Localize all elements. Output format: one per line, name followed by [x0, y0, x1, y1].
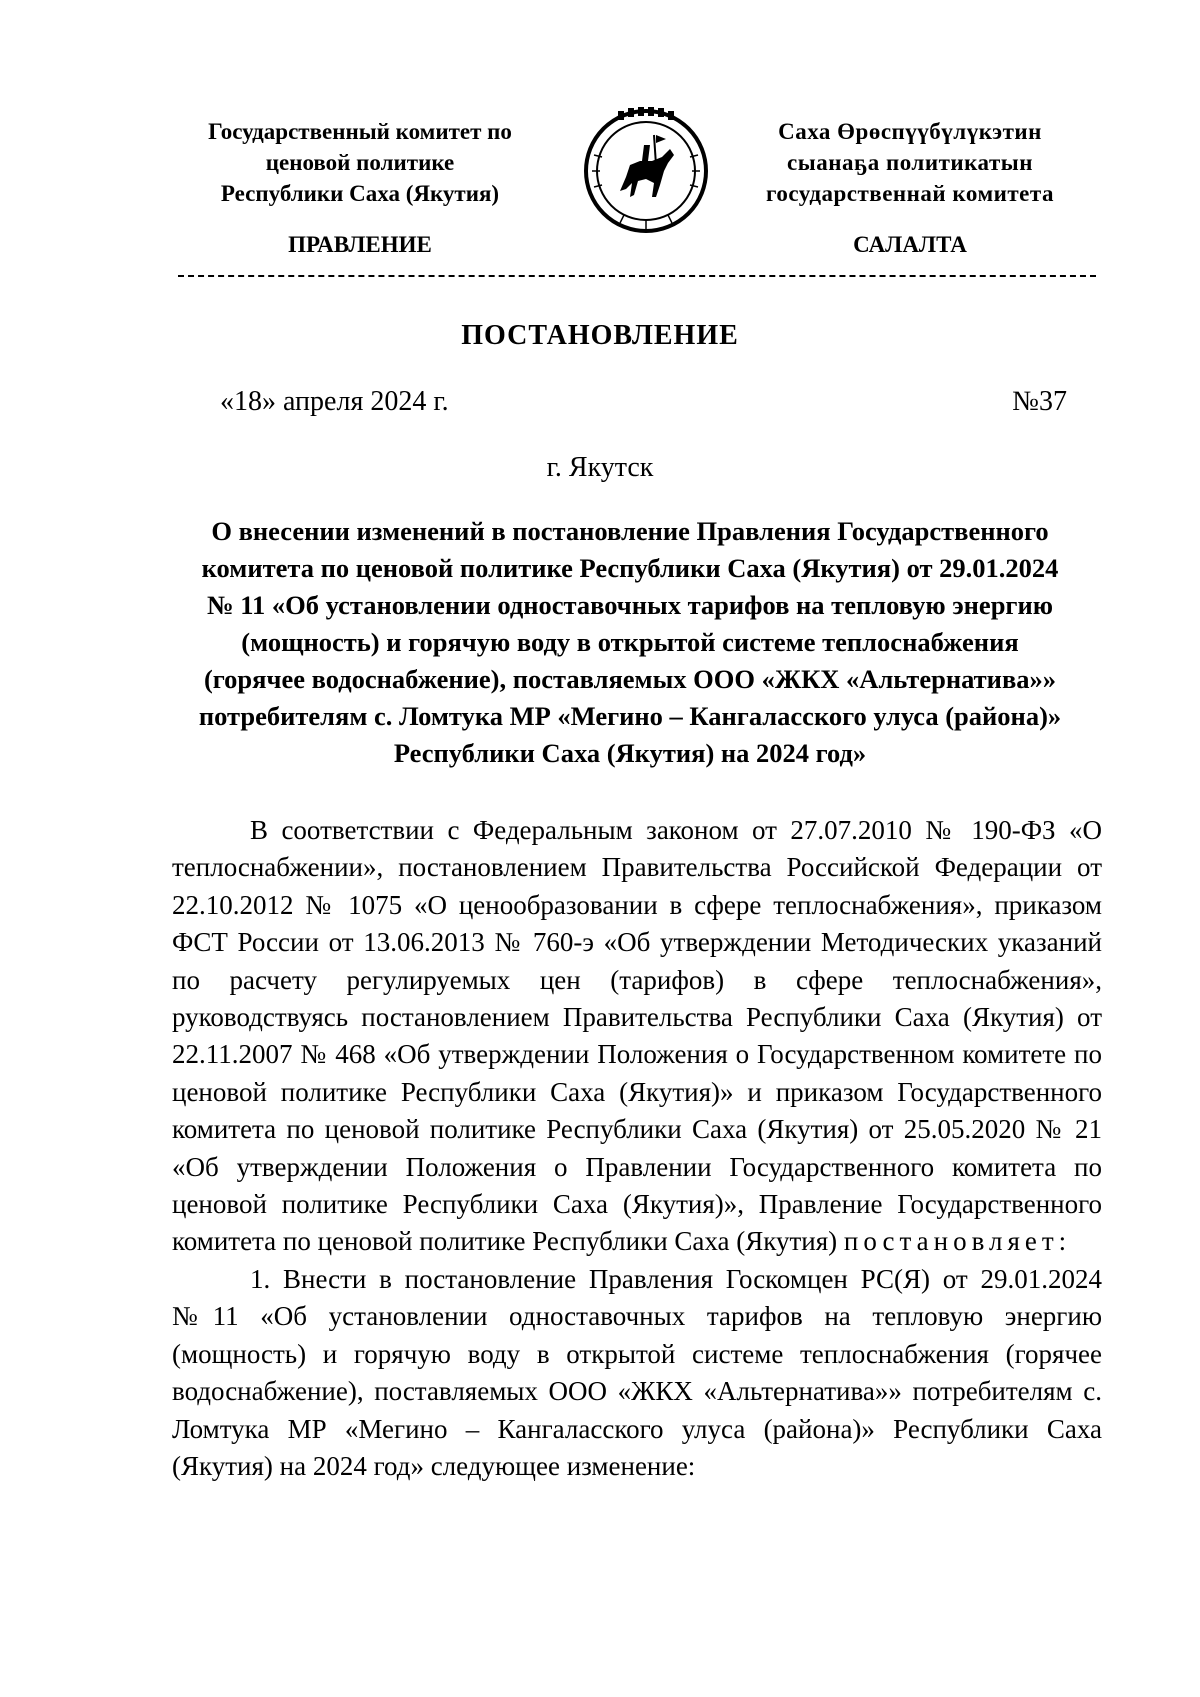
- header-right-line: Саха Өрөспүүбүлүкэтин: [778, 119, 1042, 144]
- document-date: «18» апреля 2024 г.: [220, 386, 449, 417]
- document-body: [172, 812, 1102, 1485]
- subject-line: (горячее водоснабжение), поставляемых ООО «ЖКХ «Альтернатива»»: [203, 664, 1057, 694]
- subject-line: № 11 «Об установлении одноставочных тарифов на тепловую энергию: [207, 590, 1053, 620]
- header-divider: [178, 275, 1096, 277]
- body-paragraph-item-1: 1. Внести в постановление Правления Госкомцен РС(Я) от 29.01.2024 №11 «Об установлении одноставочных тарифов на тепловую энергию (мощность) и горячую воду в открытой системе теплоснабжения (горячее водоснабжение), поставляемых ООО «ЖКХ «Альтернатива»» потребителям с. Ломтука МР «Мегино – Кангаласского улуса (района)» Республики Саха (Якутия) на 2024 год» следующее изменение:: [172, 1263, 1102, 1481]
- header-right-line: государственнай комитета: [766, 181, 1054, 206]
- subject-line: потребителям с. Ломтука МР «Мегино – Кангаласского улуса (района)»: [198, 701, 1062, 731]
- coat-of-arms-emblem: [580, 105, 712, 237]
- subject-line: комитета по ценовой политике Республики Саха (Якутия) от 29.01.2024: [201, 553, 1059, 583]
- preamble-text: В соответствии с Федеральным законом от 27.07.2010 № 190-ФЗ «О теплоснабжении», постановлением Правительства Российской Федерации от 22.10.2012 № 1075 «О ценообразовании в сфере теплоснабжения», приказом ФСТ России от 13.06.2013 № 760-э «Об утверждении Методических указаний по расчету регулируемых цен (тарифов) в сфере теплоснабжения», руководствуясь постановлением Правительства Республики Саха (Якутия) от 22.11.2007 № 468 «Об утверждении Положения о Государственном комитете по ценовой политике Республики Саха (Якутия)» и приказом Государственного комитета по ценовой политике Республики Саха (Якутия) от 25.05.2020 № 21 «Об утверждении Положения о Правлении Государственного комитета по ценовой политике Республики Саха (Якутия)», Правление Государственного комитета по ценовой политике Республики Саха (Якутия): [172, 815, 1102, 1257]
- header-left-line: Государственный комитет по: [208, 119, 512, 144]
- subject-line: Республики Саха (Якутия) на 2024 год»: [393, 738, 867, 768]
- document-subject: [175, 513, 1085, 772]
- subject-line: О внесении изменений в постановление Правления Государственного: [211, 516, 1049, 546]
- header-left-line: ценовой политике: [265, 150, 455, 175]
- header-right-line: сыанаҕа политикатын: [787, 150, 1033, 175]
- document-number: №37: [1012, 386, 1067, 417]
- header-left-block: [170, 116, 550, 209]
- decree-word: постановляет:: [843, 1226, 1072, 1257]
- header-left-subtitle: ПРАВЛЕНИЕ: [288, 232, 432, 257]
- header-right-block: [720, 116, 1100, 209]
- header-left-line: Республики Саха (Якутия): [220, 181, 500, 206]
- subject-line: (мощность) и горячую воду в открытой системе теплоснабжения: [241, 627, 1019, 657]
- document-city: г. Якутск: [546, 452, 654, 483]
- document-title: ПОСТАНОВЛЕНИЕ: [461, 320, 739, 351]
- header-right-subtitle: САЛАЛТА: [853, 232, 967, 257]
- body-paragraph-preamble: [172, 812, 1102, 1261]
